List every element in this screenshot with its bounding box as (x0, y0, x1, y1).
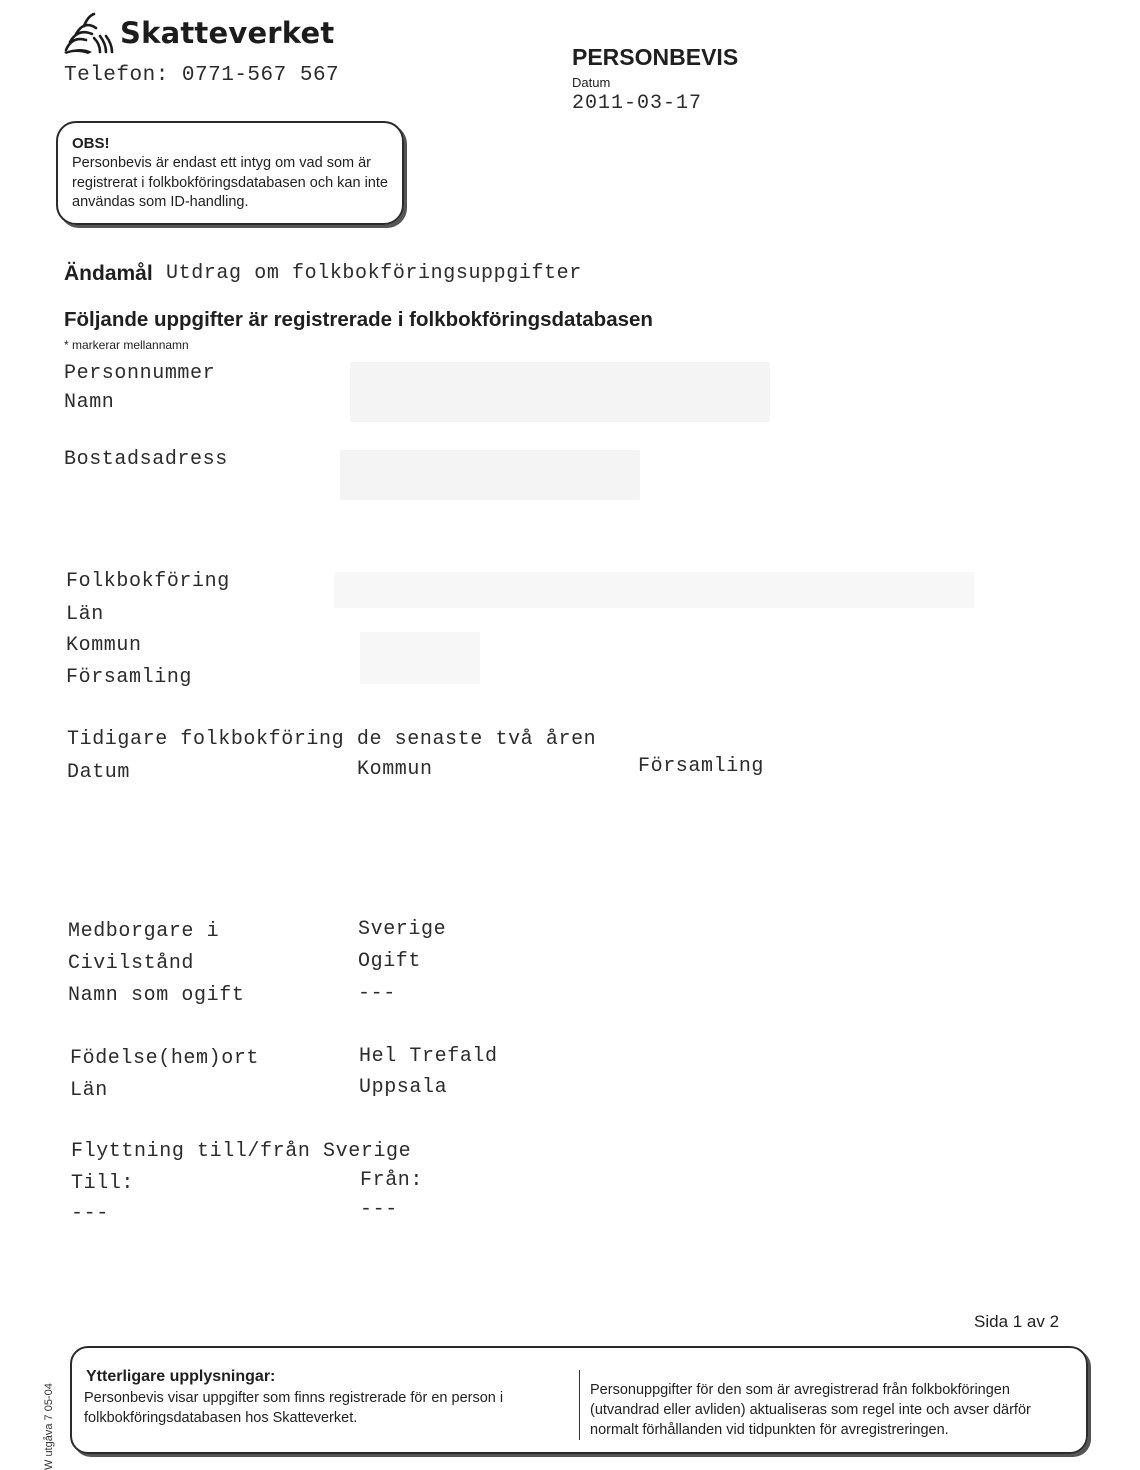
medborgare-label: Medborgare i (68, 920, 220, 943)
migration-till-label: Till: (71, 1172, 135, 1195)
notice-text: Personbevis är endast ett intyg om vad som är registrerat i folkbokföringsdatabasen och kan inte användas som ID-handling. (72, 155, 388, 210)
form-code: W utgåva 7 05-04 (43, 1383, 55, 1470)
notice-box (56, 121, 404, 225)
notice-title: OBS! (72, 135, 110, 152)
section-note: * markerar mellannamn (64, 338, 189, 352)
info-title: Ytterligare upplysningar: (86, 1368, 276, 1385)
logo-text: Skatteverket (120, 16, 335, 50)
migration-fran-value: --- (360, 1198, 398, 1221)
lan-label: Län (66, 603, 104, 626)
fodelseort-value: Hel Trefald (359, 1045, 498, 1068)
redacted-area (350, 362, 770, 422)
skatteverket-wave-icon (62, 10, 114, 56)
previous-col-forsamling: Församling (638, 755, 765, 778)
civilstand-label: Civilstånd (68, 952, 195, 975)
civilstand-value: Ogift (358, 950, 422, 973)
purpose-label: Ändamål (64, 262, 153, 285)
birth-lan-value: Uppsala (359, 1076, 448, 1099)
redacted-area (334, 572, 974, 608)
previous-col-datum: Datum (67, 761, 131, 784)
info-left-text: Personbevis visar uppgifter som finns registrerade för en person i folkbokföringsdatabasen hos Skatteverket. (84, 1390, 504, 1426)
folkbokforing-label: Folkbokföring (66, 570, 230, 593)
document-title: PERSONBEVIS (572, 44, 739, 70)
phone-number: Telefon: 0771-567 567 (64, 64, 340, 87)
kommun-label: Kommun (66, 634, 142, 657)
info-divider (579, 1370, 580, 1440)
section-heading: Följande uppgifter är registrerade i folkbokföringsdatabasen (64, 308, 653, 331)
date-label: Datum (572, 75, 611, 90)
fodelseort-label: Födelse(hem)ort (70, 1047, 260, 1070)
migration-till-value: --- (71, 1202, 109, 1225)
info-right-text: Personuppgifter för den som är avregistrerad från folkbokföringen (utvandrad eller avliden) aktualiseras som regel inte och avser därför normalt förhållanden vid tidpunkten för avregistreringen. (590, 1382, 1031, 1438)
logo (62, 10, 334, 56)
previous-col-kommun: Kommun (357, 758, 433, 781)
birth-lan-label: Län (70, 1079, 108, 1102)
migration-heading: Flyttning till/från Sverige (71, 1140, 412, 1163)
date-value: 2011-03-17 (572, 92, 703, 115)
namn-som-ogift-label: Namn som ogift (68, 984, 245, 1007)
redacted-area (340, 450, 640, 500)
forsamling-label: Församling (66, 666, 193, 689)
page-number: Sida 1 av 2 (974, 1312, 1060, 1331)
purpose-value: Utdrag om folkbokföringsuppgifter (166, 262, 582, 285)
previous-heading: Tidigare folkbokföring de senaste två åren (67, 728, 597, 751)
bostadsadress-label: Bostadsadress (64, 448, 228, 471)
redacted-area (360, 632, 480, 684)
migration-fran-label: Från: (360, 1169, 424, 1192)
namn-label: Namn (64, 391, 115, 414)
namn-som-ogift-value: --- (358, 982, 396, 1005)
info-box (70, 1346, 1088, 1454)
personnummer-label: Personnummer (64, 362, 216, 385)
medborgare-value: Sverige (358, 918, 447, 941)
